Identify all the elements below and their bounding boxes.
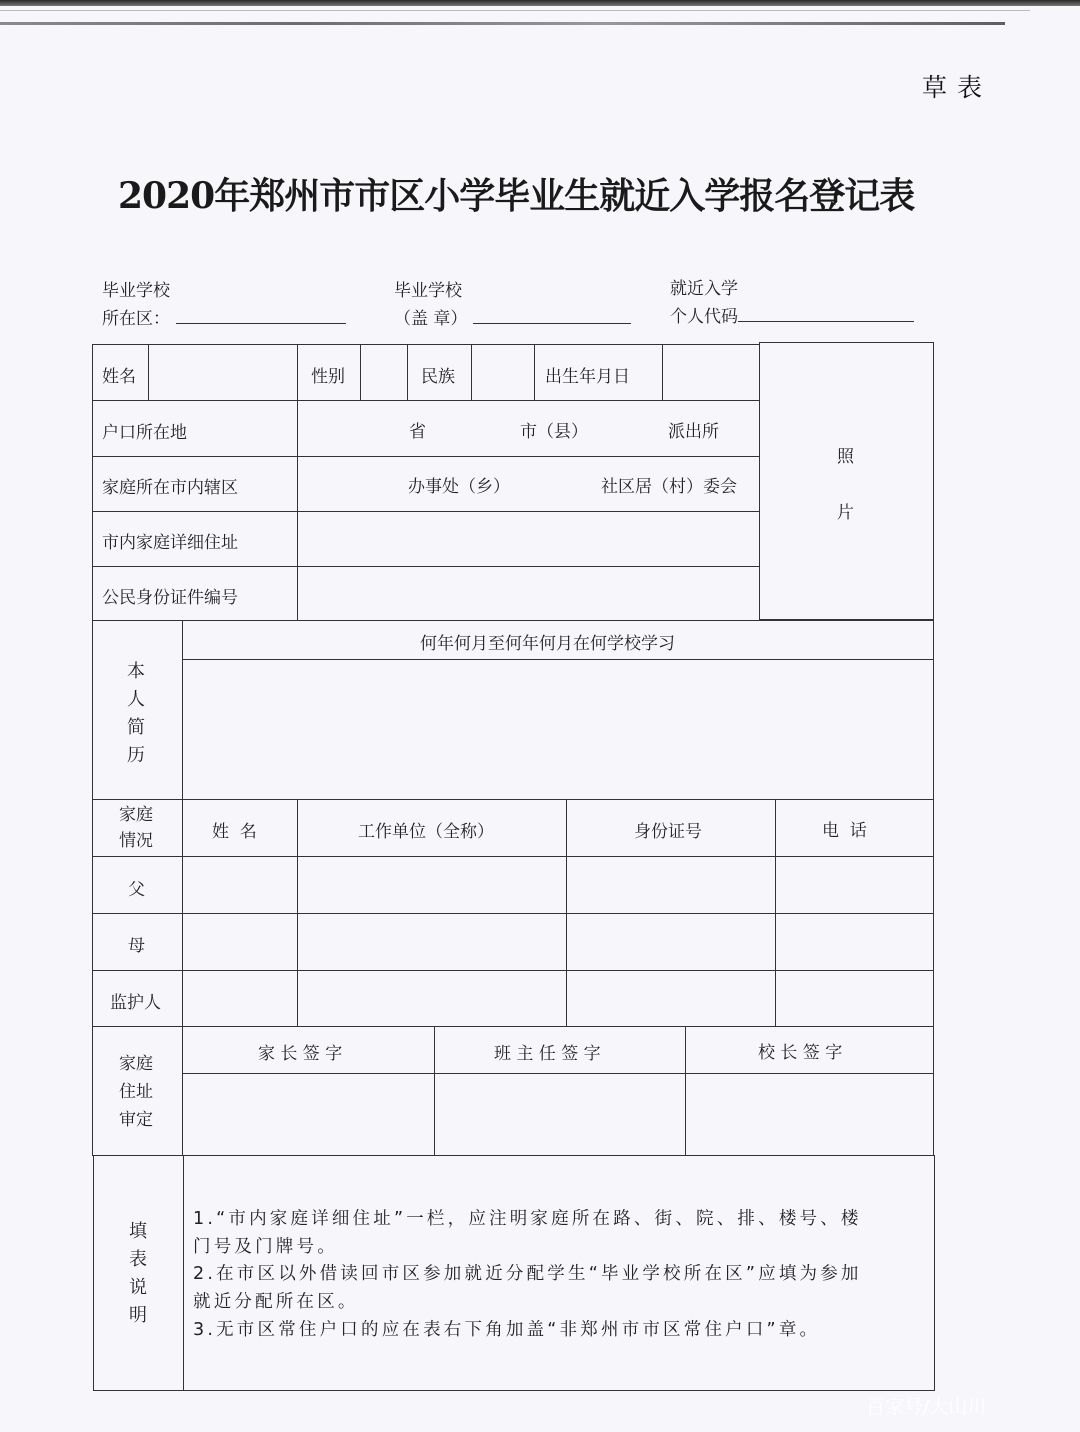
family-side-label: 家庭 情况 bbox=[119, 805, 153, 851]
mother-work-input[interactable] bbox=[297, 913, 567, 971]
teacher-sign-label: 班 主 任 签 字 bbox=[494, 1044, 601, 1064]
birthdate-input[interactable] bbox=[662, 344, 760, 401]
family-col-name-label: 姓 名 bbox=[212, 822, 257, 842]
photo-label-2: 片 bbox=[837, 503, 854, 523]
personal-code-label-1: 就近入学 bbox=[670, 279, 738, 299]
mother-id-input[interactable] bbox=[566, 913, 776, 971]
school-district-field[interactable] bbox=[102, 278, 346, 333]
parent-sign-input[interactable] bbox=[182, 1073, 435, 1156]
school-seal-label-2: （盖 章） bbox=[394, 309, 468, 329]
family-col-work-label: 工作单位（全称） bbox=[358, 822, 494, 842]
instruction-line-3: 2.在市区以外借读回市区参加就近分配学生“毕业学校所在区”应填为参加 bbox=[193, 1264, 862, 1284]
gender-input[interactable] bbox=[360, 344, 408, 401]
teacher-sign-input[interactable] bbox=[434, 1073, 686, 1156]
address-input[interactable] bbox=[297, 511, 760, 567]
watermark: 百家号/大山川 bbox=[866, 1396, 987, 1418]
hukou-province-label: 省 bbox=[409, 422, 426, 442]
mother-phone-input[interactable] bbox=[775, 913, 934, 971]
personal-code-label-2: 个人代码 bbox=[670, 307, 738, 327]
school-seal-label-1: 毕业学校 bbox=[394, 281, 462, 301]
photo-label-1: 照 bbox=[837, 447, 854, 467]
ethnicity-input[interactable] bbox=[471, 344, 535, 401]
scan-line bbox=[0, 10, 1030, 11]
guardian-phone-input[interactable] bbox=[775, 970, 934, 1027]
ethnicity-label: 民族 bbox=[421, 367, 455, 387]
instruction-line-5: 3.无市区常住户口的应在表右下角加盖“非郑州市市区常住户口”章。 bbox=[193, 1320, 821, 1340]
father-label: 父 bbox=[128, 880, 145, 900]
district-office-label: 办事处（乡） bbox=[408, 477, 510, 497]
name-label: 姓名 bbox=[102, 367, 136, 387]
father-phone-input[interactable] bbox=[775, 856, 934, 914]
form-title: 2020年郑州市市区小学毕业生就近入学报名登记表 bbox=[118, 175, 915, 217]
hukou-police-label: 派出所 bbox=[668, 422, 719, 442]
school-seal-field[interactable] bbox=[394, 278, 631, 333]
family-col-phone-label: 电 话 bbox=[822, 821, 867, 841]
father-id-input[interactable] bbox=[566, 856, 776, 914]
hukou-label: 户口所在地 bbox=[102, 423, 187, 443]
mother-label: 母 bbox=[128, 936, 145, 956]
gender-label: 性别 bbox=[311, 367, 345, 387]
school-seal-blank[interactable] bbox=[473, 305, 631, 324]
instruction-line-4: 就近分配所在区。 bbox=[193, 1292, 359, 1312]
school-district-label-2: 所在区： bbox=[102, 309, 170, 329]
photo-box[interactable] bbox=[759, 342, 934, 620]
school-district-blank[interactable] bbox=[176, 305, 346, 324]
guardian-work-input[interactable] bbox=[297, 970, 567, 1027]
guardian-label: 监护人 bbox=[110, 993, 161, 1013]
resume-header: 何年何月至何年何月在何学校学习 bbox=[420, 634, 675, 654]
id-label: 公民身份证件编号 bbox=[102, 588, 238, 608]
principal-sign-label: 校 长 签 字 bbox=[758, 1043, 843, 1063]
draft-label: 草表 bbox=[922, 73, 993, 102]
personal-code-blank[interactable] bbox=[738, 303, 914, 322]
district-label: 家庭所在市内辖区 bbox=[102, 478, 238, 498]
hukou-city-label: 市（县） bbox=[520, 422, 588, 442]
school-district-label-1: 毕业学校 bbox=[102, 281, 170, 301]
review-side-label: 家庭 住址 审定 bbox=[119, 1054, 153, 1130]
birthdate-label: 出生年月日 bbox=[545, 367, 630, 387]
instructions-side-label: 填 表 说 明 bbox=[129, 1221, 147, 1326]
id-input[interactable] bbox=[297, 566, 760, 621]
principal-sign-input[interactable] bbox=[685, 1073, 934, 1156]
resume-side-label: 本 人 简 历 bbox=[127, 661, 145, 766]
address-label: 市内家庭详细住址 bbox=[102, 533, 238, 553]
father-work-input[interactable] bbox=[297, 856, 567, 914]
scan-line-dark bbox=[0, 22, 1005, 25]
instruction-line-2: 门号及门牌号。 bbox=[193, 1237, 338, 1257]
parent-sign-label: 家 长 签 字 bbox=[258, 1044, 343, 1064]
district-committee-label: 社区居（村）委会 bbox=[601, 477, 737, 497]
guardian-name-input[interactable] bbox=[182, 970, 298, 1027]
personal-code-field[interactable] bbox=[670, 276, 914, 331]
family-col-id-label: 身份证号 bbox=[634, 822, 702, 842]
scan-edge-top bbox=[0, 0, 1080, 6]
resume-input[interactable] bbox=[182, 659, 934, 800]
guardian-id-input[interactable] bbox=[566, 970, 776, 1027]
name-input[interactable] bbox=[148, 344, 298, 401]
father-name-input[interactable] bbox=[182, 856, 298, 914]
instruction-line-1: 1.“市内家庭详细住址”一栏，应注明家庭所在路、街、院、排、楼号、楼 bbox=[193, 1209, 862, 1229]
mother-name-input[interactable] bbox=[182, 913, 298, 971]
